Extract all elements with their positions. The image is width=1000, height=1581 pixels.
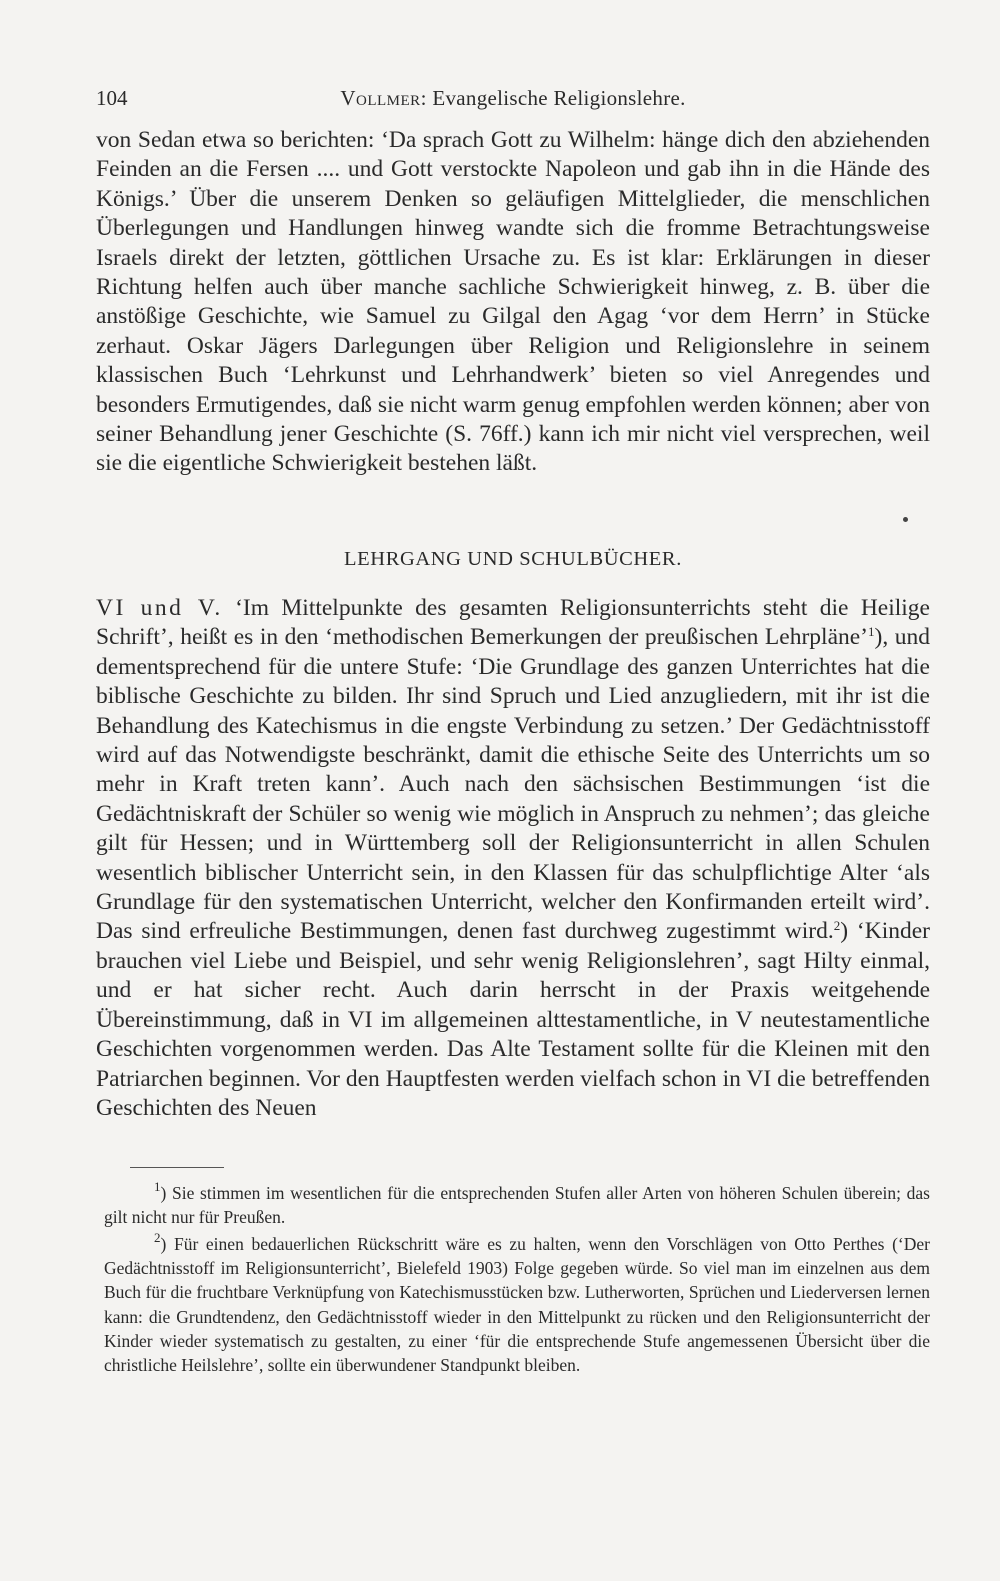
- footnote-text: ) Für einen bedauerlichen Rückschritt wäre es zu halten, wenn den Vorschlägen von Otto Perthes (‘Der Gedächtnisstoff im Religionsunterricht’, Bielefeld 1903) Folge gegeben würde. So viel man im einzelnen aus dem Buch für die fruchtbare Verknüpfung von Katechismusstücken bzw. Lutherworten, Sprüchen und Liederversen lernen kann: die Grundtendenz, den Gedächtnisstoff wieder in den Mittelpunkt zu rücken und den Religionsunterricht der Kinder wieder systematisch zu gestalten, zu einer ‘für die entsprechende Stufe angemessenen Übersicht über die christliche Heilslehre’, sollte ein überwundener Standpunkt bleiben.: [104, 1234, 930, 1376]
- running-title: [96, 86, 930, 111]
- footnote-text: ) Sie stimmen im wesentlichen für die entsprechenden Stufen aller Arten von höheren Schulen überein; das gilt nicht nur für Preußen.: [104, 1183, 930, 1228]
- body-paragraph-2: [96, 594, 930, 1123]
- paragraph-text: ), und dementsprechend für die untere Stufe: ‘Die Grundlage des ganzen Unterrichtes hat die biblische Geschichte zu bilden. Ihr sind Spruch und Lied anzugliedern, mit ihr ist die Behandlung des Katechismus in die engste Verbindung zu setzen.’ Der Gedächtnisstoff wird auf das Notwendigste beschränkt, damit die ethische Seite des Unterrichts um so mehr in Kraft treten kann’. Auch nach den sächsischen Bestimmungen ‘ist die Gedächtniskraft der Schüler so wenig wie möglich in Anspruch zu nehmen’; das gleiche gilt für Hessen; und in Württemberg soll der Religionsunterricht in allen Schulen wesentlich biblischer Unterricht sein, in den Klassen für das schulpflichtige Alter ‘als Grundlage für den systematischen Unterricht, welcher den Konfirmanden erteilt wird’. Das sind erfreuliche Bestimmungen, denen fast durchweg zugestimmt wird.: [96, 624, 930, 945]
- footnote-1: [104, 1181, 930, 1229]
- footnote-2: [104, 1232, 930, 1377]
- section-heading: LEHRGANG UND SCHULBÜCHER.: [344, 548, 682, 570]
- footnote-mark: 2: [154, 1230, 161, 1245]
- footnote-ref-2: 2: [833, 918, 841, 934]
- paragraph-lead-in: VI und V.: [96, 595, 223, 621]
- running-title-author: Vollmer: [340, 86, 421, 110]
- running-title-text: : Evangelische Religionslehre.: [420, 86, 686, 110]
- running-header: [96, 86, 930, 114]
- footnote-mark: 1: [154, 1179, 161, 1194]
- page-number: 104: [96, 86, 128, 110]
- body-paragraph-1: von Sedan etwa so berichten: ‘Da sprach Gott zu Wilhelm: hänge dich den abziehenden Feinden an die Fersen .... und Gott verstockte Napoleon und gab ihn in die Hände des Königs.’ Über die unserem Denken so geläufigen Mittelglieder, die menschlichen Überlegungen und Handlungen hinweg wandte sich die fromme Betrachtungsweise Israels direkt der letzten, göttlichen Ursache zu. Es ist klar: Erklärungen in dieser Richtung helfen auch über manche sachliche Schwierigkeit hinweg, z. B. über die anstößige Geschichte, wie Samuel zu Gilgal den Agag ‘vor dem Herrn’ in Stücke zerhaut. Oskar Jägers Darlegungen über Religion und Religionslehre in seinem klassischen Buch ‘Lehrkunst und Lehrhandwerk’ bieten so viel Anregendes und besonders Ermutigendes, daß sie nicht warm genug empfohlen werden können; aber von seiner Behandlung jener Geschichte (S. 76ff.) kann ich mir nicht viel versprechen, weil sie die eigentliche Schwierigkeit bestehen läßt.: [96, 127, 931, 477]
- print-speck: [903, 517, 908, 522]
- footnote-ref-1: 1: [868, 624, 875, 640]
- paragraph-text: ) ‘Kinder brauchen viel Liebe und Beispiel, und sehr wenig Religionslehren’, sagt Hilty einmal, und er hat sicher recht. Auch darin herrscht in der Praxis weitgehende Übereinstimmung, daß in VI im allgemeinen alttestamentliche, in V neutestamentliche Geschichten vorgenommen werden. Das Alte Testament sollte für die Kleinen mit den Patriarchen beginnen. Vor den Hauptfesten werden vielfach schon in VI die betreffenden Geschichten des Neuen: [96, 918, 930, 1121]
- paragraph-text: ‘Im Mittelpunkte des gesamten Religionsunterrichts steht die Heilige Schrift’, heißt es in den ‘methodischen Bemerkungen der preußischen Lehrpläne’: [96, 595, 930, 651]
- footnote-rule: [130, 1167, 224, 1168]
